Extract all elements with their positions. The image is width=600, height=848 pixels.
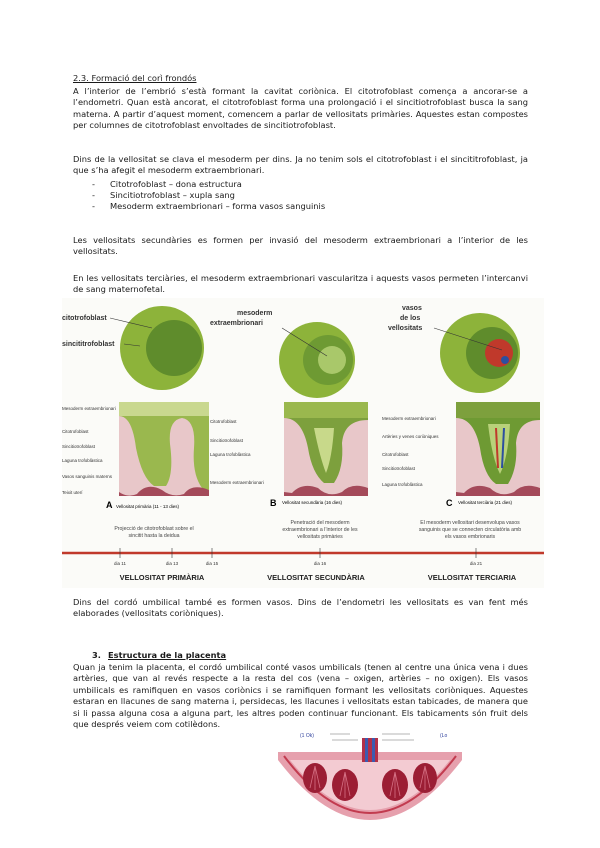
tick-1: dia 13 bbox=[165, 561, 179, 566]
b-label-1: Citotrofoblast bbox=[210, 419, 237, 424]
list-item: - Mesoderm extraembrionari – forma vasos sanguinis bbox=[92, 201, 326, 212]
label-vasos-3: vellositats bbox=[388, 325, 423, 332]
panel-a bbox=[119, 402, 209, 496]
c-label-1: Artèries y venes coriòniques bbox=[382, 434, 439, 439]
a-label-2: Sincitiotrofoblast bbox=[62, 444, 96, 449]
paragraph-5: Dins del cordó umbilical també es formen vasos. Dins de l’endometri les vellositats es van fent més elaborades (vellositats coriòniques). bbox=[73, 597, 528, 619]
c-label-4: Laguna trofoblàstica bbox=[382, 482, 423, 487]
a-label-0: Mesoderm extraembrionari bbox=[62, 406, 116, 411]
desc-b-0: Penetració del mesoderm bbox=[290, 520, 350, 526]
b-label-3: Laguna trofoblàstica bbox=[210, 452, 251, 457]
label-vasos: vasos bbox=[402, 305, 422, 312]
list-item: - Citotrofoblast – dona estructura bbox=[92, 179, 242, 189]
desc-c-0: El mesoderm vellositari desenvolupa vasos bbox=[420, 520, 520, 526]
tick-3: dia 16 bbox=[313, 561, 327, 566]
villi-formation-figure bbox=[62, 298, 544, 588]
stage-secondary: VELLOSITAT SECUNDÀRIA bbox=[267, 573, 365, 582]
desc-b-2: vellositats primàries bbox=[297, 534, 343, 540]
label-mesoderm: mesoderm bbox=[237, 310, 273, 317]
circle-tertiary bbox=[440, 313, 520, 393]
desc-c-1: sanguinis que se connecten circulatòria amb bbox=[418, 527, 522, 533]
a-label-5: Teixit uterí bbox=[62, 490, 83, 495]
desc-c-2: els vasos embrionaris bbox=[444, 534, 496, 540]
label-sincitiotrofoblast: sincititrofoblast bbox=[62, 341, 115, 348]
panel-c bbox=[456, 402, 540, 496]
tag-right: (Lo bbox=[440, 733, 448, 739]
placenta-figure bbox=[270, 730, 470, 848]
b-label-0: Mesoderm extraembrionari bbox=[210, 480, 264, 485]
a-label-1: Citotrofoblast bbox=[62, 429, 89, 434]
panel-b bbox=[284, 402, 368, 496]
b-label-2: Sincitiotrofoblast bbox=[210, 438, 244, 443]
paragraph-3: Les vellositats secundàries es formen per invasió del mesoderm extraembrionari a l’interior de les vellositats. bbox=[73, 235, 528, 257]
c-label-0: Mesoderm extraembrionari bbox=[382, 416, 436, 421]
desc-b-1: extraembrionari a l’interior de les bbox=[282, 527, 358, 533]
c-label-3: Sincitiotrofoblast bbox=[382, 466, 416, 471]
paragraph-2: Dins de la vellositat se clava el mesoderm per dins. Ja no tenim sols el citotrofoblast i el sincititrofoblast, ja que s’ha afegit el mesoderm extraembrionari. bbox=[73, 154, 528, 176]
stage-tertiary: VELLOSITAT TERCIARIA bbox=[427, 573, 517, 582]
panel-letter-c: C bbox=[446, 498, 453, 508]
label-vasos-2: de los bbox=[400, 315, 421, 322]
section-heading: 2.3. Formació del corì frondós bbox=[73, 73, 197, 83]
caption-a: Vellositat primària (11 - 13 dies) bbox=[116, 504, 179, 509]
panel-letter-a: A bbox=[106, 500, 113, 510]
panel-letter-b: B bbox=[270, 498, 277, 508]
tick-2: dia 15 bbox=[205, 561, 219, 566]
c-label-2: Citotrofoblast bbox=[382, 452, 409, 457]
bullet-list bbox=[92, 179, 325, 213]
caption-c: Vellositat terciària (21 dies) bbox=[458, 500, 513, 505]
stage-primary: VELLOSITAT PRIMÀRIA bbox=[119, 573, 205, 582]
label-mesoderm-2: extraembrionari bbox=[210, 320, 263, 327]
paragraph-1: A l’interior de l’embrió s’està formant la cavitat coriònica. El citotrofoblast comença a ancorar-se a l’endometri. Quan està ancorat, el citotrofoblast forma una prolongació i el sincitiotrofoblast busca la sang materna. A partir d’aquest moment, comencem a parlar de vellositats primàries. Aquestes estan compostes per columnes de citotrofoblast envoltades de sincitiotrofoblast. bbox=[73, 86, 528, 131]
desc-a-0: Projecció de citotrofoblast sobre el bbox=[114, 526, 194, 532]
tag-left: (1 Ok) bbox=[300, 733, 314, 739]
a-label-4: Vasos sanguinis materns bbox=[62, 474, 112, 479]
paragraph-6: Quan ja tenim la placenta, el cordó umbilical conté vasos umbilicals (tenen al centre una única vena i dues artèries, que van al revés respecte a la resta del cos (vena – oxigen, artèries – no oxigen). Els vasos umbilicals es ramifiquen en vasos coriònics i se ramifiquen formant les vellositats coriòniques. Aquestes estaran en llacunes de sang materna i, persidecas, les llacunes i vellositats estan tabicades, de manera que si li passa alguna cosa a alguna part, les altres poden continuar funcionant. Els tabicaments són fruit dels que després veiem com cotilèdons. bbox=[73, 662, 528, 730]
circle-primary bbox=[120, 306, 204, 390]
label-citotrofoblast: citotrofoblast bbox=[62, 315, 107, 322]
caption-b: Vellositat secundària (16 dies) bbox=[282, 500, 343, 505]
tick-4: dia 21 bbox=[469, 561, 483, 566]
paragraph-4: En les vellositats terciàries, el mesoderm extraembrionari vascularitza i aquests vasos permeten l’intercanvi de sang maternofetal. bbox=[73, 273, 528, 295]
section-3-heading: 3. Estructura de la placenta bbox=[92, 650, 227, 660]
list-item: - Sincitiotrofoblast – xupla sang bbox=[92, 190, 235, 201]
tick-0: dia 11 bbox=[114, 561, 126, 566]
desc-a-1: sincitit hasta la deidua bbox=[128, 533, 180, 539]
a-label-3: Laguna trofoblàstica bbox=[62, 458, 103, 463]
